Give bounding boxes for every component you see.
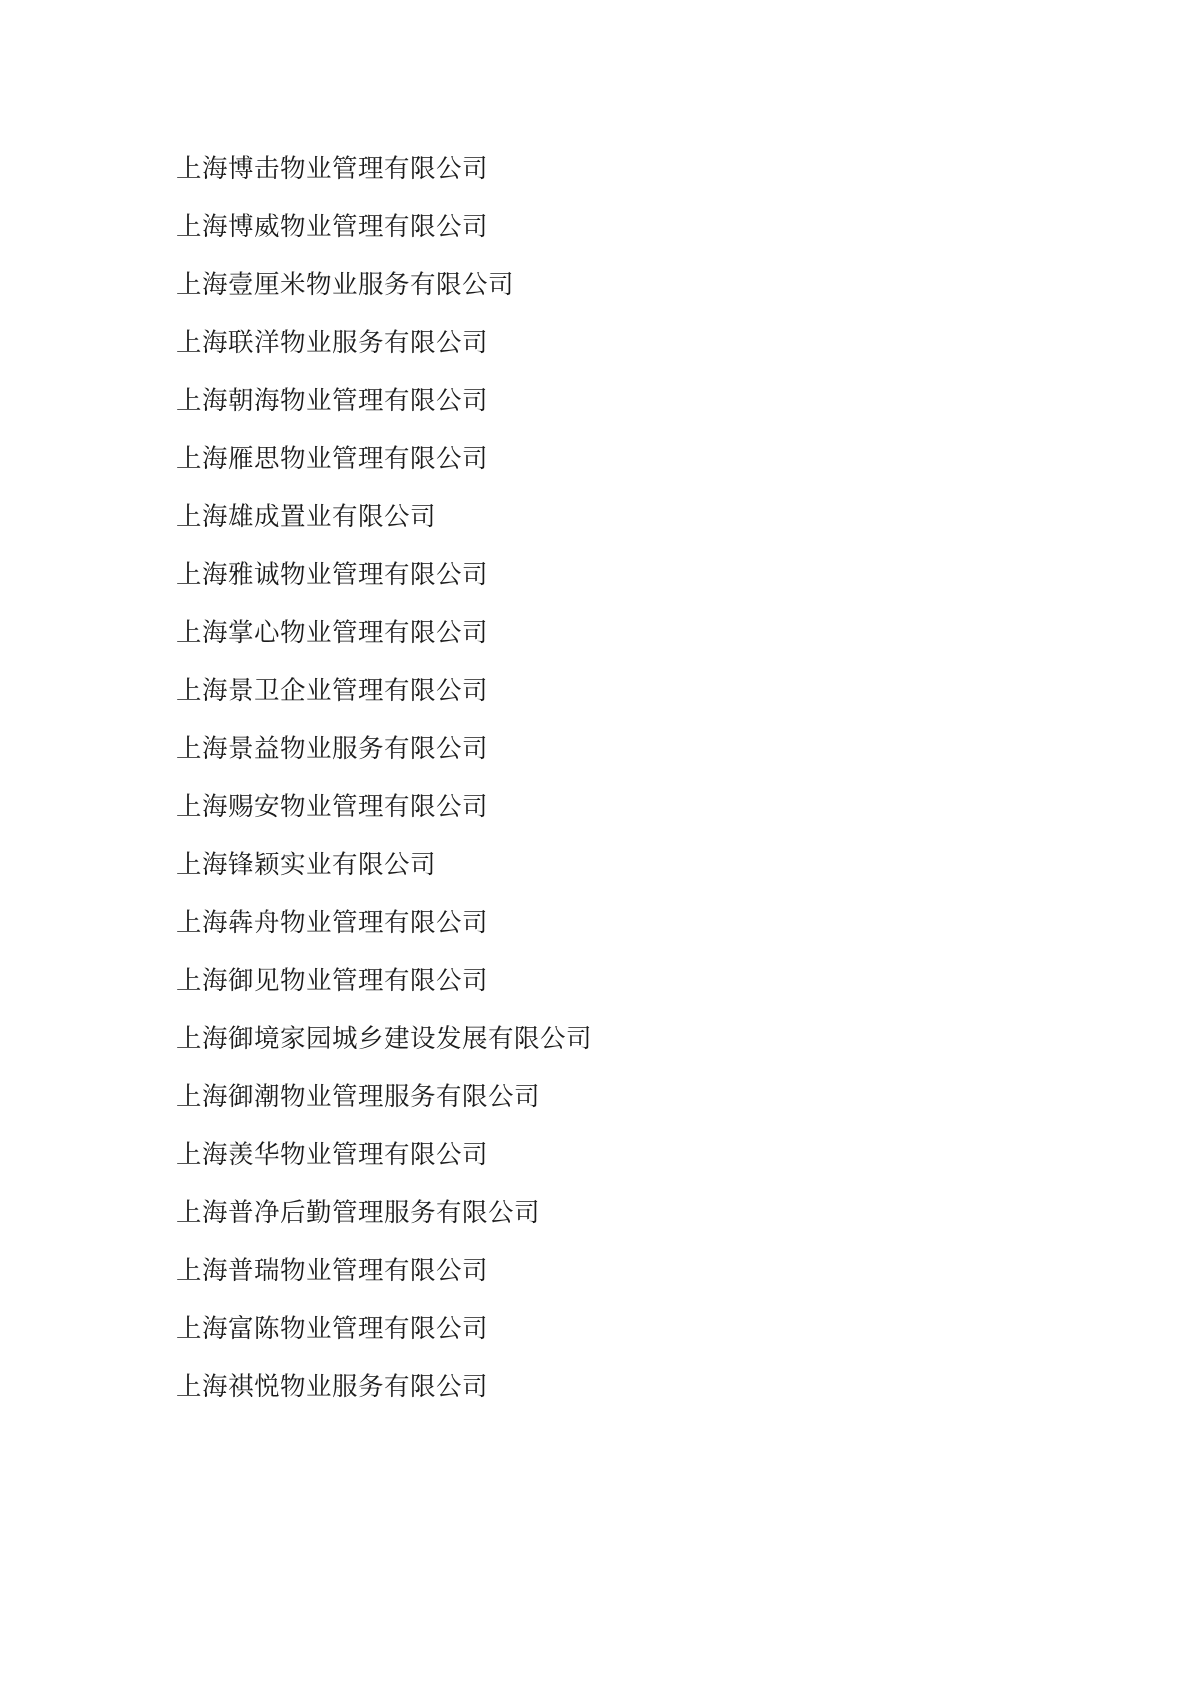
list-item: 上海普净后勤管理服务有限公司 xyxy=(176,1198,541,1228)
list-item: 上海景卫企业管理有限公司 xyxy=(176,676,489,706)
list-item: 上海犇舟物业管理有限公司 xyxy=(176,908,489,938)
list-item: 上海普瑞物业管理有限公司 xyxy=(176,1256,489,1286)
list-item: 上海富陈物业管理有限公司 xyxy=(176,1314,489,1344)
list-item: 上海景益物业服务有限公司 xyxy=(176,734,489,764)
list-item: 上海掌心物业管理有限公司 xyxy=(176,618,489,648)
list-item: 上海雅诚物业管理有限公司 xyxy=(176,560,489,590)
list-item: 上海雁思物业管理有限公司 xyxy=(176,444,489,474)
list-item: 上海联洋物业服务有限公司 xyxy=(176,328,489,358)
list-item: 上海壹厘米物业服务有限公司 xyxy=(176,270,515,300)
list-item: 上海博威物业管理有限公司 xyxy=(176,212,489,242)
company-name-list xyxy=(176,140,1030,1416)
list-item: 上海祺悦物业服务有限公司 xyxy=(176,1372,489,1402)
list-item: 上海锋颖实业有限公司 xyxy=(176,850,437,880)
list-item: 上海御见物业管理有限公司 xyxy=(176,966,489,996)
list-item: 上海雄成置业有限公司 xyxy=(176,502,437,532)
list-item: 上海朝海物业管理有限公司 xyxy=(176,386,489,416)
list-item: 上海御境家园城乡建设发展有限公司 xyxy=(176,1024,593,1054)
list-item: 上海羡华物业管理有限公司 xyxy=(176,1140,489,1170)
list-item: 上海赐安物业管理有限公司 xyxy=(176,792,489,822)
list-item: 上海御潮物业管理服务有限公司 xyxy=(176,1082,541,1112)
list-item: 上海博击物业管理有限公司 xyxy=(176,154,489,184)
